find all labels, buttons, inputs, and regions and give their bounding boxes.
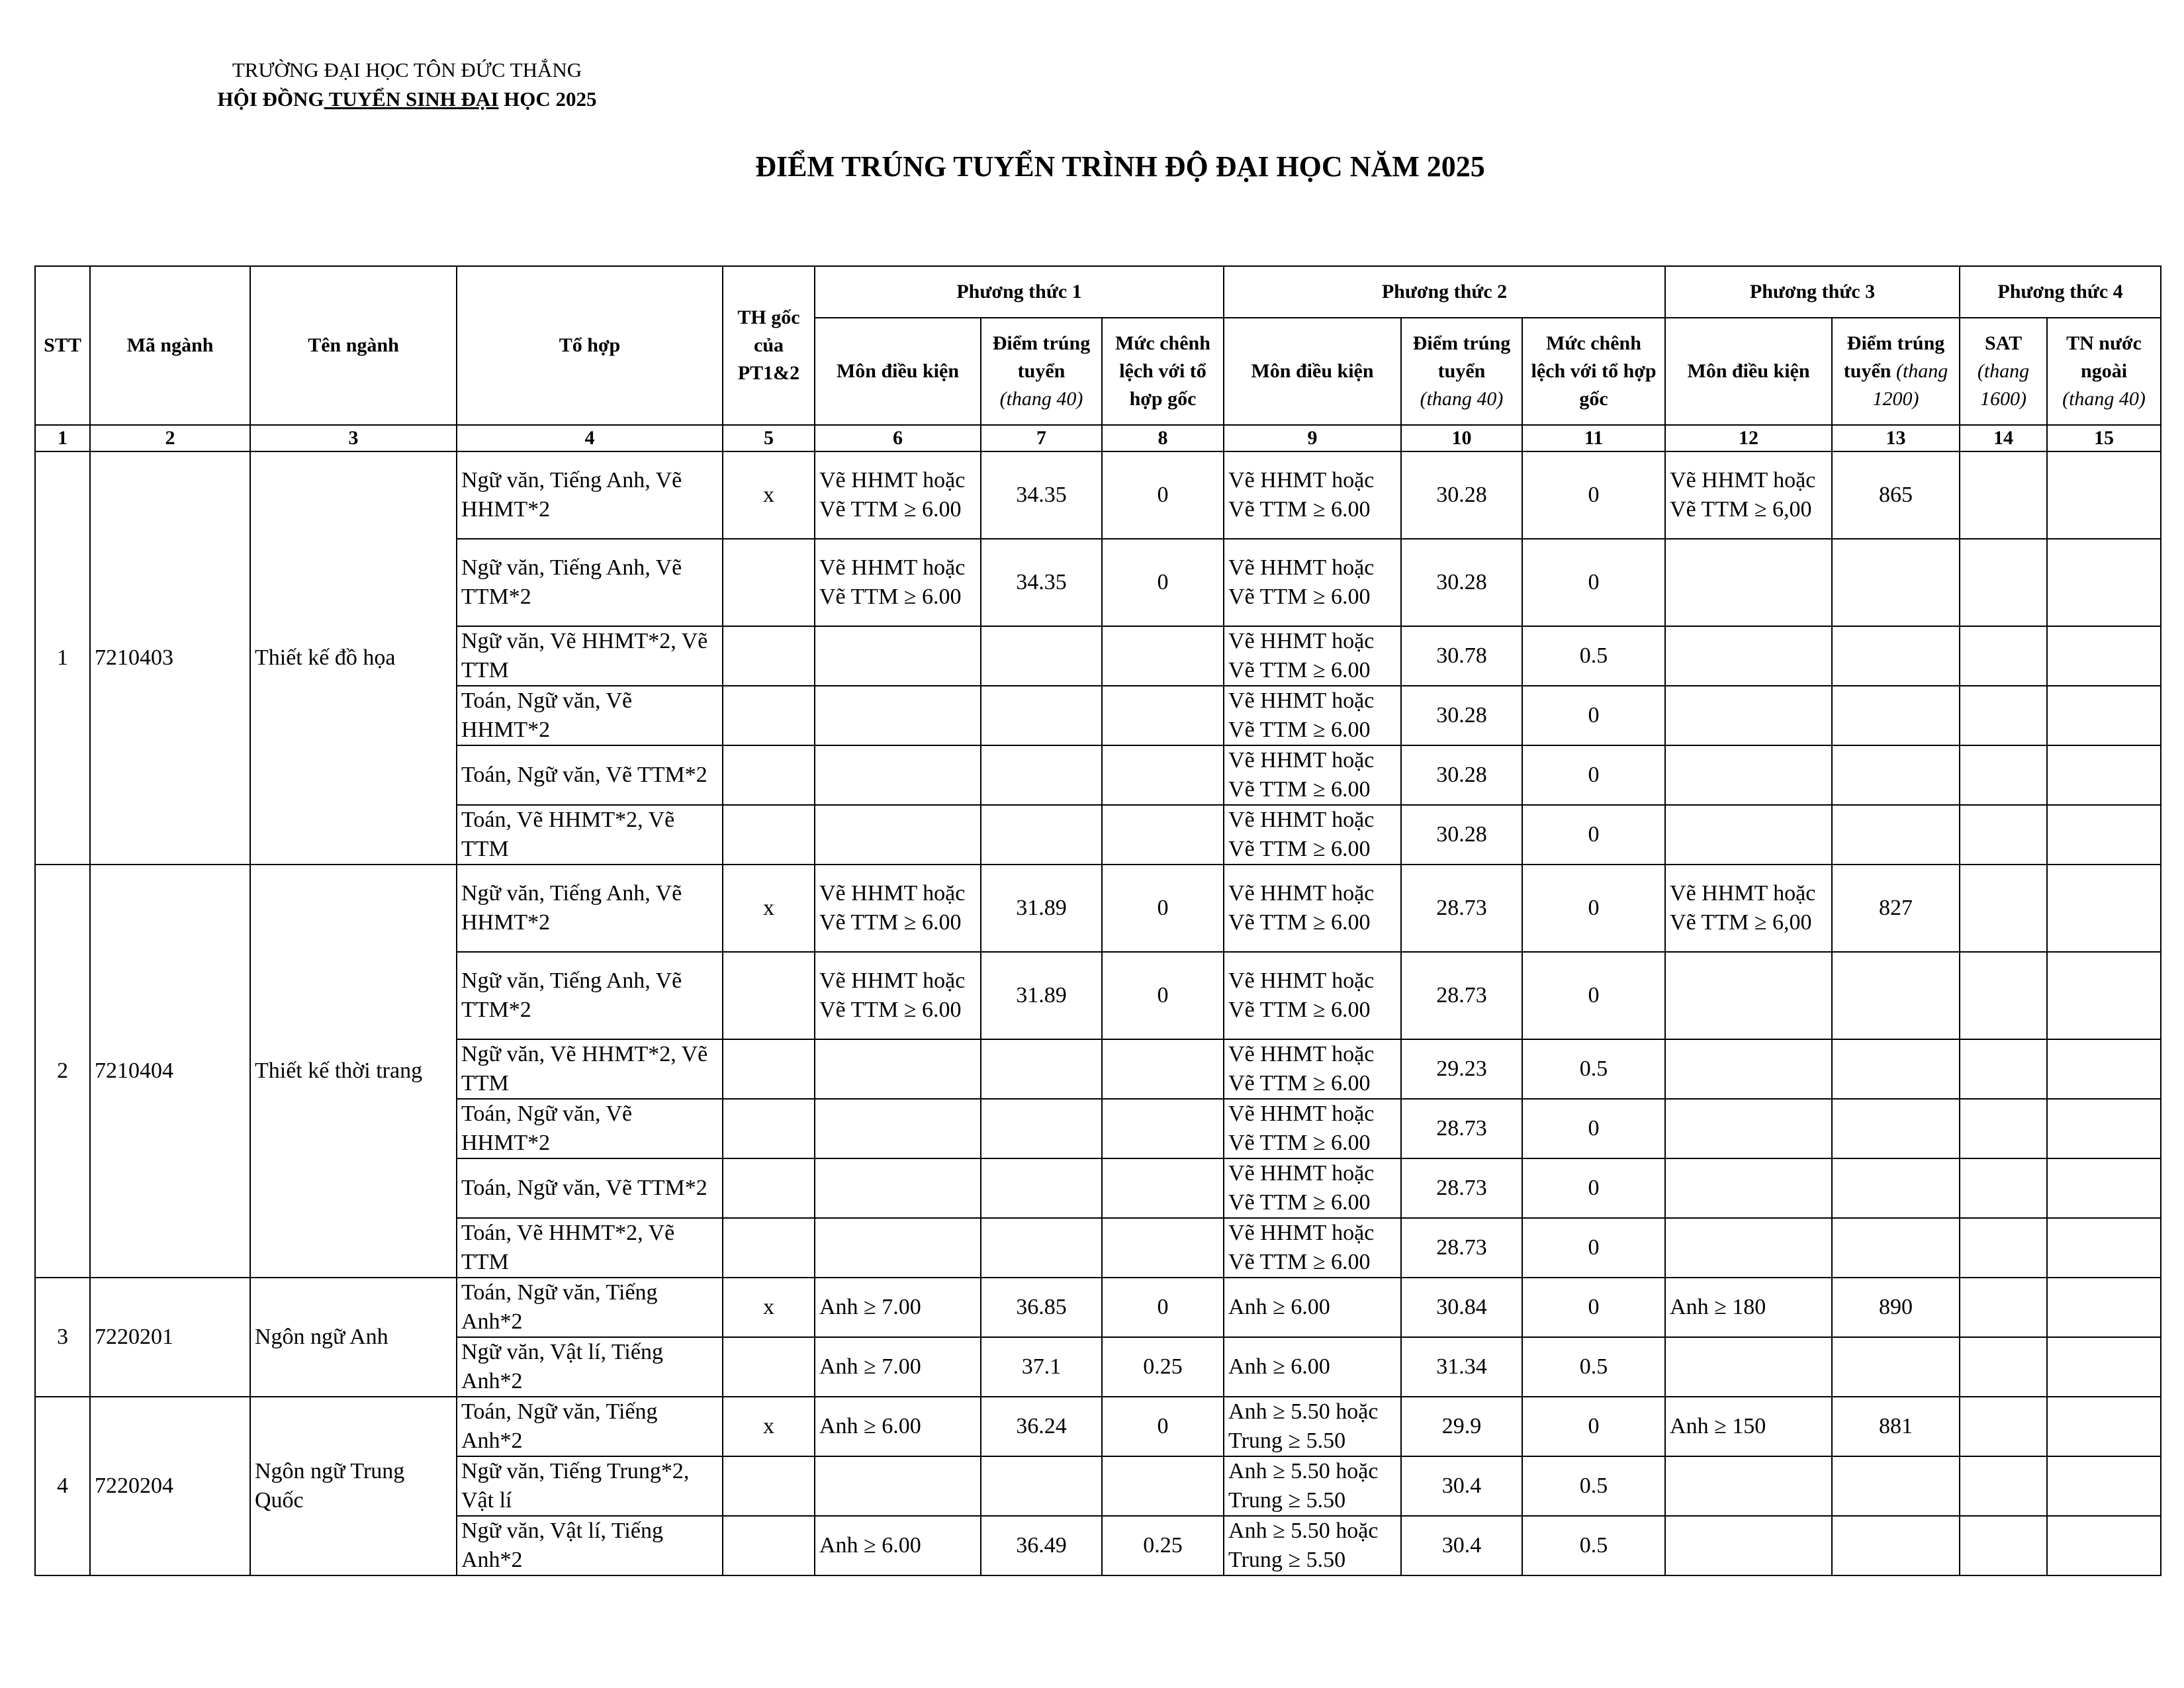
diem-cell: 30.28: [1401, 451, 1522, 539]
mon-dieu-kien-cell: [815, 745, 981, 805]
diem-cell: 31.89: [981, 865, 1102, 952]
th-goc-cell: x: [723, 451, 815, 539]
col-number: 4: [457, 425, 723, 451]
diem-cell: [1832, 1516, 1960, 1575]
th-goc-cell: [723, 539, 815, 626]
to-hop-cell: Ngữ văn, Tiếng Anh, Vẽ TTM*2: [457, 952, 723, 1039]
mon-dieu-kien-cell: Anh ≥ 180: [1665, 1278, 1832, 1337]
ma-nganh-cell: 7210403: [90, 451, 250, 865]
sat-cell: [1960, 1218, 2047, 1278]
mon-dieu-kien-cell: Anh ≥ 6.00: [1224, 1337, 1401, 1397]
diem-cell: 29.23: [1401, 1039, 1522, 1099]
stt-cell: 1: [35, 451, 90, 865]
tn-cell: [2047, 1278, 2161, 1337]
th-goc-cell: [723, 626, 815, 686]
tn-cell: [2047, 539, 2161, 626]
col-ten-nganh: Tên ngành: [250, 266, 457, 425]
mon-dieu-kien-cell: Anh ≥ 6.00: [815, 1397, 981, 1456]
tn-cell: [2047, 1099, 2161, 1158]
mon-dieu-kien-cell: Vẽ HHMT hoặc Vẽ TTM ≥ 6.00: [1224, 539, 1401, 626]
chenh-lech-cell: 0: [1102, 1397, 1224, 1456]
col-diem-trung-tuyen-1: [981, 318, 1102, 425]
mon-dieu-kien-cell: Vẽ HHMT hoặc Vẽ TTM ≥ 6,00: [1665, 451, 1832, 539]
stt-cell: 3: [35, 1278, 90, 1397]
diem-cell: [1832, 1039, 1960, 1099]
diem-cell: [981, 1456, 1102, 1516]
mon-dieu-kien-cell: Anh ≥ 6.00: [815, 1516, 981, 1575]
diem-cell: 31.89: [981, 952, 1102, 1039]
sat-cell: [1960, 805, 2047, 865]
col-number: 3: [250, 425, 457, 451]
diem-cell: 36.49: [981, 1516, 1102, 1575]
mon-dieu-kien-cell: [815, 1218, 981, 1278]
diem-cell: 30.4: [1401, 1456, 1522, 1516]
diem-cell: [1832, 626, 1960, 686]
header-text: TN nước ngoài: [2066, 332, 2142, 382]
diem-cell: 31.34: [1401, 1337, 1522, 1397]
col-mon-dieu-kien-1: Môn điều kiện: [815, 318, 981, 425]
to-hop-cell: Toán, Ngữ văn, Vẽ TTM*2: [457, 745, 723, 805]
mon-dieu-kien-cell: [815, 626, 981, 686]
diem-cell: 28.73: [1401, 1099, 1522, 1158]
diem-cell: [981, 626, 1102, 686]
chenh-lech-cell: 0: [1522, 805, 1665, 865]
chenh-lech-cell: [1102, 1039, 1224, 1099]
chenh-lech-cell: [1102, 1158, 1224, 1218]
th-goc-cell: [723, 1337, 815, 1397]
col-number: 5: [723, 425, 815, 451]
col-stt: STT: [35, 266, 90, 425]
to-hop-cell: Toán, Ngữ văn, Tiếng Anh*2: [457, 1278, 723, 1337]
col-diem-trung-tuyen-3: [1832, 318, 1960, 425]
table-row: [35, 865, 2161, 952]
mon-dieu-kien-cell: Vẽ HHMT hoặc Vẽ TTM ≥ 6.00: [1224, 686, 1401, 745]
col-group-pt4: Phương thức 4: [1960, 266, 2161, 318]
page-title: ĐIỂM TRÚNG TUYỂN TRÌNH ĐỘ ĐẠI HỌC NĂM 2025: [755, 150, 1485, 183]
chenh-lech-cell: 0.5: [1522, 1039, 1665, 1099]
tn-cell: [2047, 952, 2161, 1039]
diem-cell: [981, 805, 1102, 865]
diem-cell: 30.84: [1401, 1278, 1522, 1337]
council-name-part: HỘI ĐỒNG: [217, 87, 324, 111]
mon-dieu-kien-cell: [1665, 1218, 1832, 1278]
col-mon-dieu-kien-3: Môn điều kiện: [1665, 318, 1832, 425]
stt-cell: 2: [35, 865, 90, 1278]
tn-cell: [2047, 1218, 2161, 1278]
mon-dieu-kien-cell: [1665, 1456, 1832, 1516]
mon-dieu-kien-cell: Anh ≥ 150: [1665, 1397, 1832, 1456]
diem-cell: [1832, 805, 1960, 865]
diem-cell: 30.78: [1401, 626, 1522, 686]
chenh-lech-cell: [1102, 1099, 1224, 1158]
diem-cell: 890: [1832, 1278, 1960, 1337]
mon-dieu-kien-cell: Vẽ HHMT hoặc Vẽ TTM ≥ 6.00: [1224, 451, 1401, 539]
mon-dieu-kien-cell: Vẽ HHMT hoặc Vẽ TTM ≥ 6.00: [815, 451, 981, 539]
mon-dieu-kien-cell: [1665, 626, 1832, 686]
diem-cell: 827: [1832, 865, 1960, 952]
chenh-lech-cell: 0: [1522, 539, 1665, 626]
chenh-lech-cell: [1102, 1456, 1224, 1516]
header-text: Điểm trúng tuyển: [1412, 332, 1511, 382]
mon-dieu-kien-cell: Vẽ HHMT hoặc Vẽ TTM ≥ 6.00: [1224, 745, 1401, 805]
tn-cell: [2047, 1158, 2161, 1218]
mon-dieu-kien-cell: [1665, 686, 1832, 745]
tn-cell: [2047, 1516, 2161, 1575]
chenh-lech-cell: 0: [1522, 451, 1665, 539]
sat-cell: [1960, 626, 2047, 686]
mon-dieu-kien-cell: [1665, 745, 1832, 805]
sat-cell: [1960, 686, 2047, 745]
diem-cell: [1832, 1158, 1960, 1218]
diem-cell: 28.73: [1401, 952, 1522, 1039]
chenh-lech-cell: [1102, 805, 1224, 865]
col-number: 15: [2047, 425, 2161, 451]
ma-nganh-cell: 7210404: [90, 865, 250, 1278]
ten-nganh-cell: Ngôn ngữ Anh: [250, 1278, 457, 1397]
tn-cell: [2047, 1397, 2161, 1456]
header-text: SAT: [1984, 332, 2023, 354]
diem-cell: [1832, 539, 1960, 626]
diem-cell: [981, 1158, 1102, 1218]
col-diem-trung-tuyen-2: [1401, 318, 1522, 425]
ten-nganh-cell: Thiết kế thời trang: [250, 865, 457, 1278]
th-goc-cell: [723, 1456, 815, 1516]
th-goc-cell: [723, 805, 815, 865]
mon-dieu-kien-cell: [1665, 539, 1832, 626]
th-goc-cell: [723, 1218, 815, 1278]
header-row-1: [35, 266, 2161, 318]
th-goc-cell: [723, 952, 815, 1039]
diem-cell: 865: [1832, 451, 1960, 539]
col-number: 7: [981, 425, 1102, 451]
diem-cell: [981, 1039, 1102, 1099]
mon-dieu-kien-cell: [815, 1039, 981, 1099]
to-hop-cell: Toán, Ngữ văn, Vẽ TTM*2: [457, 1158, 723, 1218]
col-to-hop: Tổ hợp: [457, 266, 723, 425]
chenh-lech-cell: [1102, 686, 1224, 745]
th-goc-cell: [723, 686, 815, 745]
chenh-lech-cell: 0: [1102, 539, 1224, 626]
column-number-row: [35, 425, 2161, 451]
sat-cell: [1960, 1158, 2047, 1218]
mon-dieu-kien-cell: [1665, 1516, 1832, 1575]
mon-dieu-kien-cell: [815, 1099, 981, 1158]
sat-cell: [1960, 1456, 2047, 1516]
diem-cell: 28.73: [1401, 865, 1522, 952]
col-number: 12: [1665, 425, 1832, 451]
tn-cell: [2047, 865, 2161, 952]
mon-dieu-kien-cell: Anh ≥ 7.00: [815, 1337, 981, 1397]
ten-nganh-cell: Thiết kế đồ họa: [250, 451, 457, 865]
sat-cell: [1960, 1516, 2047, 1575]
to-hop-cell: Ngữ văn, Tiếng Anh, Vẽ TTM*2: [457, 539, 723, 626]
sat-cell: [1960, 451, 2047, 539]
to-hop-cell: Toán, Vẽ HHMT*2, Vẽ TTM: [457, 1218, 723, 1278]
mon-dieu-kien-cell: [1665, 1099, 1832, 1158]
header-scale: (thang 40): [1420, 388, 1504, 410]
diem-cell: 37.1: [981, 1337, 1102, 1397]
chenh-lech-cell: 0.5: [1522, 1456, 1665, 1516]
col-number: 9: [1224, 425, 1401, 451]
diem-cell: [1832, 1456, 1960, 1516]
diem-cell: 36.85: [981, 1278, 1102, 1337]
tn-cell: [2047, 626, 2161, 686]
tn-cell: [2047, 1337, 2161, 1397]
col-group-pt3: Phương thức 3: [1665, 266, 1960, 318]
ma-nganh-cell: 7220201: [90, 1278, 250, 1397]
chenh-lech-cell: 0: [1102, 1278, 1224, 1337]
table-row: [35, 1278, 2161, 1337]
diem-cell: 34.35: [981, 451, 1102, 539]
col-sat: [1960, 318, 2047, 425]
diem-cell: 30.28: [1401, 745, 1522, 805]
mon-dieu-kien-cell: [1665, 1337, 1832, 1397]
diem-cell: 28.73: [1401, 1158, 1522, 1218]
mon-dieu-kien-cell: Anh ≥ 6.00: [1224, 1278, 1401, 1337]
mon-dieu-kien-cell: [815, 686, 981, 745]
sat-cell: [1960, 745, 2047, 805]
document-header: [192, 56, 622, 114]
diem-cell: [981, 686, 1102, 745]
diem-cell: [981, 1218, 1102, 1278]
mon-dieu-kien-cell: Anh ≥ 5.50 hoặc Trung ≥ 5.50: [1224, 1456, 1401, 1516]
sat-cell: [1960, 539, 2047, 626]
th-goc-cell: [723, 1158, 815, 1218]
mon-dieu-kien-cell: Vẽ HHMT hoặc Vẽ TTM ≥ 6.00: [1224, 952, 1401, 1039]
diem-cell: [1832, 1337, 1960, 1397]
chenh-lech-cell: 0: [1522, 952, 1665, 1039]
mon-dieu-kien-cell: Vẽ HHMT hoặc Vẽ TTM ≥ 6.00: [1224, 805, 1401, 865]
to-hop-cell: Toán, Vẽ HHMT*2, Vẽ TTM: [457, 805, 723, 865]
tn-cell: [2047, 451, 2161, 539]
council-name-part: TUYỂN SINH ĐẠI: [324, 87, 499, 111]
diem-cell: 36.24: [981, 1397, 1102, 1456]
diem-cell: [981, 1099, 1102, 1158]
table-row: [35, 451, 2161, 539]
th-goc-cell: x: [723, 1278, 815, 1337]
th-goc-cell: [723, 1516, 815, 1575]
sat-cell: [1960, 1039, 2047, 1099]
to-hop-cell: Ngữ văn, Tiếng Anh, Vẽ HHMT*2: [457, 865, 723, 952]
tn-cell: [2047, 745, 2161, 805]
header-scale: (thang 1600): [1977, 360, 2030, 410]
col-number: 8: [1102, 425, 1224, 451]
th-goc-cell: x: [723, 865, 815, 952]
header-scale: (thang 40): [999, 388, 1083, 410]
header-scale: (thang 1200): [1872, 360, 1948, 410]
mon-dieu-kien-cell: Vẽ HHMT hoặc Vẽ TTM ≥ 6.00: [1224, 1158, 1401, 1218]
chenh-lech-cell: 0: [1522, 686, 1665, 745]
council-name-part: HỌC 2025: [498, 87, 597, 111]
header-text: Điểm trúng tuyển: [992, 332, 1091, 382]
chenh-lech-cell: [1102, 626, 1224, 686]
col-number: 2: [90, 425, 250, 451]
mon-dieu-kien-cell: Vẽ HHMT hoặc Vẽ TTM ≥ 6.00: [1224, 865, 1401, 952]
to-hop-cell: Ngữ văn, Vật lí, Tiếng Anh*2: [457, 1337, 723, 1397]
tn-cell: [2047, 805, 2161, 865]
diem-cell: [1832, 1099, 1960, 1158]
diem-cell: [1832, 1218, 1960, 1278]
admission-score-table: [34, 265, 2161, 1576]
col-number: 13: [1832, 425, 1960, 451]
mon-dieu-kien-cell: [1665, 1039, 1832, 1099]
mon-dieu-kien-cell: [815, 805, 981, 865]
col-ma-nganh: Mã ngành: [90, 266, 250, 425]
chenh-lech-cell: 0: [1102, 952, 1224, 1039]
mon-dieu-kien-cell: Vẽ HHMT hoặc Vẽ TTM ≥ 6.00: [1224, 1099, 1401, 1158]
chenh-lech-cell: 0.5: [1522, 1337, 1665, 1397]
diem-cell: 30.28: [1401, 539, 1522, 626]
chenh-lech-cell: [1102, 745, 1224, 805]
diem-cell: 34.35: [981, 539, 1102, 626]
diem-cell: 30.4: [1401, 1516, 1522, 1575]
school-name: TRƯỜNG ĐẠI HỌC TÔN ĐỨC THẮNG: [232, 58, 582, 81]
council-name: [192, 85, 622, 114]
mon-dieu-kien-cell: [815, 1158, 981, 1218]
mon-dieu-kien-cell: [1665, 805, 1832, 865]
col-number: 11: [1522, 425, 1665, 451]
chenh-lech-cell: 0: [1522, 865, 1665, 952]
col-tn-nuoc-ngoai: [2047, 318, 2161, 425]
sat-cell: [1960, 865, 2047, 952]
table-row: [35, 1397, 2161, 1456]
chenh-lech-cell: 0: [1522, 745, 1665, 805]
col-th-goc: TH gốc của PT1&2: [723, 266, 815, 425]
chenh-lech-cell: 0: [1522, 1278, 1665, 1337]
chenh-lech-cell: [1102, 1218, 1224, 1278]
mon-dieu-kien-cell: [1665, 952, 1832, 1039]
stt-cell: 4: [35, 1397, 90, 1575]
chenh-lech-cell: 0: [1522, 1158, 1665, 1218]
col-number: 14: [1960, 425, 2047, 451]
to-hop-cell: Toán, Ngữ văn, Vẽ HHMT*2: [457, 1099, 723, 1158]
col-number: 1: [35, 425, 90, 451]
mon-dieu-kien-cell: Anh ≥ 5.50 hoặc Trung ≥ 5.50: [1224, 1397, 1401, 1456]
mon-dieu-kien-cell: Vẽ HHMT hoặc Vẽ TTM ≥ 6.00: [1224, 626, 1401, 686]
tn-cell: [2047, 1456, 2161, 1516]
th-goc-cell: [723, 1099, 815, 1158]
sat-cell: [1960, 1278, 2047, 1337]
chenh-lech-cell: 0.5: [1522, 1516, 1665, 1575]
mon-dieu-kien-cell: Vẽ HHMT hoặc Vẽ TTM ≥ 6.00: [815, 952, 981, 1039]
diem-cell: 30.28: [1401, 686, 1522, 745]
diem-cell: 30.28: [1401, 805, 1522, 865]
th-goc-cell: [723, 745, 815, 805]
col-number: 10: [1401, 425, 1522, 451]
chenh-lech-cell: 0: [1522, 1397, 1665, 1456]
tn-cell: [2047, 1039, 2161, 1099]
chenh-lech-cell: 0.25: [1102, 1337, 1224, 1397]
th-goc-cell: [723, 1039, 815, 1099]
to-hop-cell: Ngữ văn, Vật lí, Tiếng Anh*2: [457, 1516, 723, 1575]
ma-nganh-cell: 7220204: [90, 1397, 250, 1575]
col-muc-chenh-lech-1: Mức chênh lệch với tổ hợp gốc: [1102, 318, 1224, 425]
to-hop-cell: Ngữ văn, Vẽ HHMT*2, Vẽ TTM: [457, 1039, 723, 1099]
chenh-lech-cell: 0: [1522, 1099, 1665, 1158]
chenh-lech-cell: 0: [1102, 451, 1224, 539]
sat-cell: [1960, 952, 2047, 1039]
mon-dieu-kien-cell: Anh ≥ 7.00: [815, 1278, 981, 1337]
to-hop-cell: Ngữ văn, Vẽ HHMT*2, Vẽ TTM: [457, 626, 723, 686]
mon-dieu-kien-cell: Vẽ HHMT hoặc Vẽ TTM ≥ 6,00: [1665, 865, 1832, 952]
col-mon-dieu-kien-2: Môn điều kiện: [1224, 318, 1401, 425]
col-number: 6: [815, 425, 981, 451]
chenh-lech-cell: 0.5: [1522, 626, 1665, 686]
diem-cell: 881: [1832, 1397, 1960, 1456]
mon-dieu-kien-cell: [815, 1456, 981, 1516]
diem-cell: [981, 745, 1102, 805]
sat-cell: [1960, 1397, 2047, 1456]
col-group-pt1: Phương thức 1: [815, 266, 1224, 318]
mon-dieu-kien-cell: Vẽ HHMT hoặc Vẽ TTM ≥ 6.00: [1224, 1039, 1401, 1099]
chenh-lech-cell: 0.25: [1102, 1516, 1224, 1575]
header-text: Điểm trúng tuyển: [1843, 332, 1945, 382]
to-hop-cell: Ngữ văn, Tiếng Trung*2, Vật lí: [457, 1456, 723, 1516]
chenh-lech-cell: 0: [1522, 1218, 1665, 1278]
sat-cell: [1960, 1099, 2047, 1158]
to-hop-cell: Toán, Ngữ văn, Vẽ HHMT*2: [457, 686, 723, 745]
diem-cell: [1832, 745, 1960, 805]
col-group-pt2: Phương thức 2: [1224, 266, 1665, 318]
th-goc-cell: x: [723, 1397, 815, 1456]
header-scale: (thang 40): [2062, 388, 2146, 410]
mon-dieu-kien-cell: [1665, 1158, 1832, 1218]
mon-dieu-kien-cell: Vẽ HHMT hoặc Vẽ TTM ≥ 6.00: [815, 539, 981, 626]
diem-cell: [1832, 952, 1960, 1039]
tn-cell: [2047, 686, 2161, 745]
ten-nganh-cell: Ngôn ngữ Trung Quốc: [250, 1397, 457, 1575]
diem-cell: 29.9: [1401, 1397, 1522, 1456]
mon-dieu-kien-cell: Anh ≥ 5.50 hoặc Trung ≥ 5.50: [1224, 1516, 1401, 1575]
to-hop-cell: Ngữ văn, Tiếng Anh, Vẽ HHMT*2: [457, 451, 723, 539]
col-muc-chenh-lech-2: Mức chênh lệch với tổ hợp gốc: [1522, 318, 1665, 425]
diem-cell: 28.73: [1401, 1218, 1522, 1278]
mon-dieu-kien-cell: Vẽ HHMT hoặc Vẽ TTM ≥ 6.00: [1224, 1218, 1401, 1278]
to-hop-cell: Toán, Ngữ văn, Tiếng Anh*2: [457, 1397, 723, 1456]
diem-cell: [1832, 686, 1960, 745]
chenh-lech-cell: 0: [1102, 865, 1224, 952]
mon-dieu-kien-cell: Vẽ HHMT hoặc Vẽ TTM ≥ 6.00: [815, 865, 981, 952]
sat-cell: [1960, 1337, 2047, 1397]
